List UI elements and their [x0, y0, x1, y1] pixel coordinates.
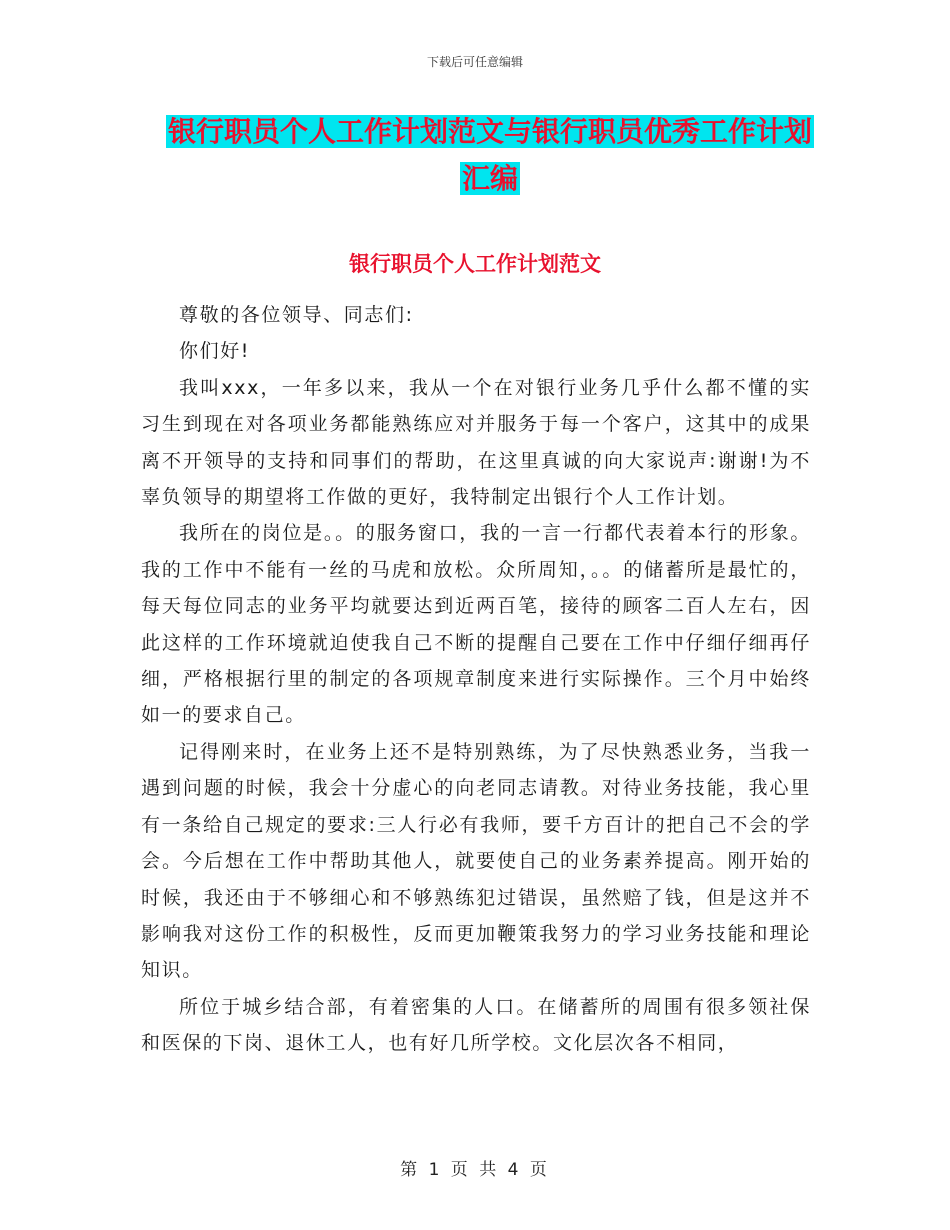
- paragraph: 我所在的岗位是。。的服务窗口，我的一言一行都代表着本行的形象。我的工作中不能有一丝的马虎和放松。众所周知，。。的储蓄所是最忙的，每天每位同志的业务平均就要达到近两百笔，接待的顾客二百人左右，因此这样的工作环境就迫使我自己不断的提醒自己要在工作中仔细仔细再仔细，严格根据行里的制定的各项规章制度来进行实际操作。三个月中始终如一的要求自己。: [141, 522, 811, 727]
- document-title-line1: 银行职员个人工作计划范文与银行职员优秀工作计划: [167, 115, 812, 148]
- header-note: 下载后可任意编辑: [426, 55, 523, 69]
- paragraph: 所位于城乡结合部，有着密集的人口。在储蓄所的周围有很多领社保和医保的下岗、退休工人，也有好几所学校。文化层次各不相同，: [141, 995, 811, 1055]
- document-title-line2: 汇编: [461, 162, 518, 195]
- paragraph: 记得刚来时，在业务上还不是特别熟练，为了尽快熟悉业务，当我一遇到问题的时候，我会十分虚心的向老同志请教。对待业务技能，我心里有一条给自己规定的要求:三人行必有我师，要千方百计的把自己不会的学会。今后想在工作中帮助其他人，就要使自己的业务素养提高。刚开始的时候，我还由于不够细心和不够熟练犯过错误，虽然赔了钱，但是这并不影响我对这份工作的积极性，反而更加鞭策我努力的学习业务技能和理论知识。: [141, 740, 811, 982]
- document-title: [140, 108, 840, 202]
- section-title: 银行职员个人工作计划范文: [349, 252, 601, 276]
- body-text: [141, 297, 811, 1062]
- paragraph: 你们好!: [179, 340, 251, 363]
- page-number-footer: 第 1 页 共 4 页: [400, 1160, 550, 1180]
- paragraph: 我叫xxx，一年多以来，我从一个在对银行业务几乎什么都不懂的实习生到现在对各项业务都能熟练应对并服务于每一个客户，这其中的成果离不开领导的支持和同事们的帮助，在这里真诚的向大家说声:谢谢!为不辜负领导的期望将工作做的更好，我特制定出银行个人工作计划。: [141, 376, 811, 509]
- paragraph: 尊敬的各位领导、同志们:: [179, 304, 414, 326]
